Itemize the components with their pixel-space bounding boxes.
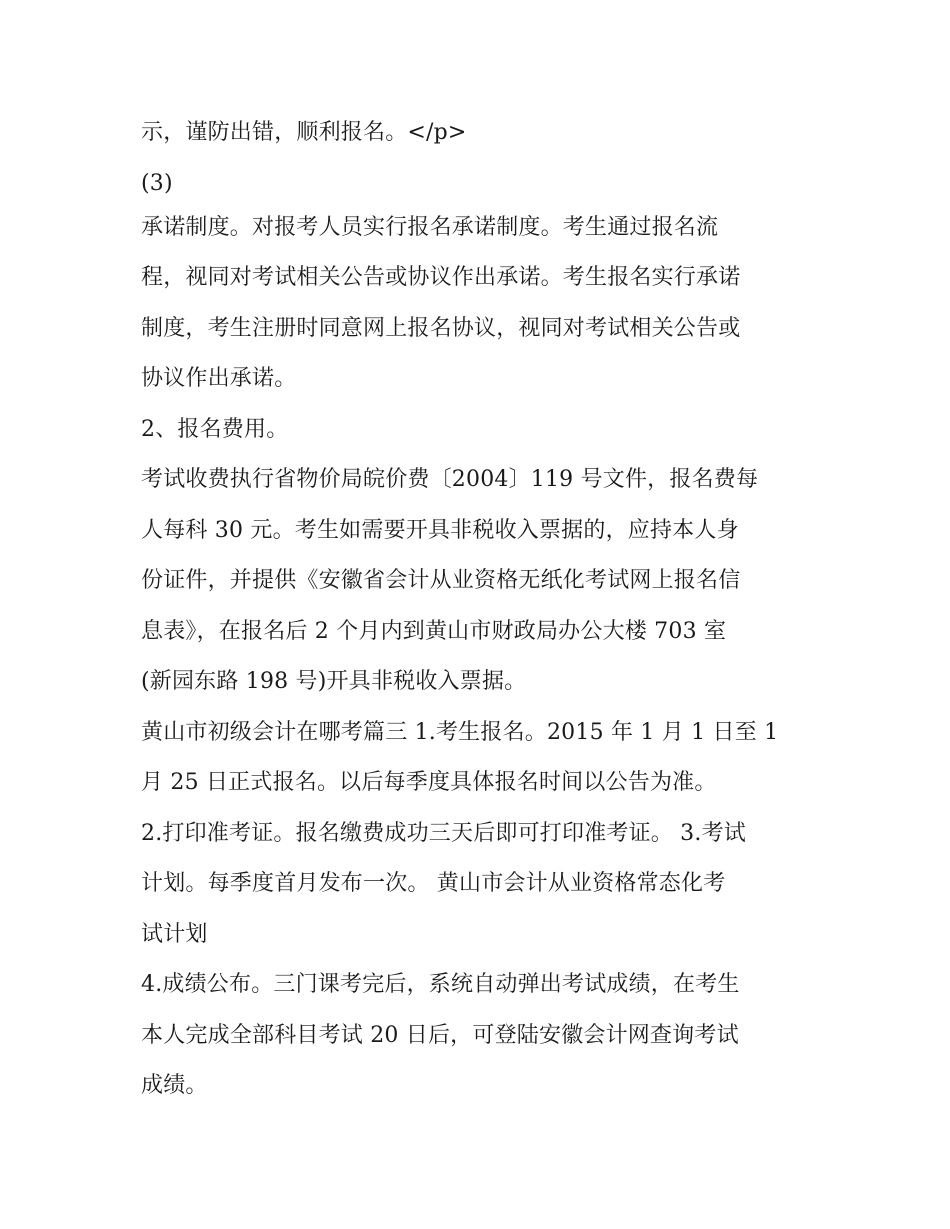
text-line: 本人完成全部科目考试 20 日后，可登陆安徽会计网查询考试	[141, 1022, 739, 1048]
text-line: 示，谨防出错，顺利报名。</p>	[141, 120, 467, 145]
text-line: 2.打印准考证。报名缴费成功三天后即可打印准考证。 3.考试	[141, 820, 746, 846]
text-line: 黄山市初级会计在哪考篇三 1.考生报名。2015 年 1 月 1 日至 1	[141, 719, 779, 745]
text-line: (新园东路 198 号)开具非税收入票据。	[141, 669, 527, 694]
text-line: 制度，考生注册时同意网上报名协议，视同对考试相关公告或	[141, 315, 741, 341]
document-body	[141, 108, 821, 1112]
text-line: 成绩。	[141, 1073, 208, 1098]
text-line: 份证件，并提供《安徽省会计从业资格无纸化考试网上报名信	[141, 568, 741, 593]
text-line: 4.成绩公布。三门课考完后，系统自动弹出考试成绩，在考生	[141, 972, 740, 997]
text-line: 程，视同对考试相关公告或协议作出承诺。考生报名实行承诺	[141, 265, 741, 290]
text-line: 计划。每季度首月发布一次。 黄山市会计从业资格常态化考	[141, 871, 726, 896]
text-line: 试计划	[141, 921, 208, 947]
text-line: (3)	[141, 170, 173, 196]
text-line: 考试收费执行省物价局皖价费〔2004〕119 号文件，报名费每	[141, 467, 759, 492]
text-line: 月 25 日正式报名。以后每季度具体报名时间以公告为准。	[141, 770, 717, 795]
text-line: 承诺制度。对报考人员实行报名承诺制度。考生通过报名流	[141, 214, 719, 240]
text-line: 协议作出承诺。	[141, 366, 297, 391]
text-line: 人每科 30 元。考生如需要开具非税收入票据的，应持本人身	[141, 517, 739, 543]
text-line: 息表》，在报名后 2 个月内到黄山市财政局办公大楼 703 室	[141, 618, 727, 644]
text-line: 2、报名费用。	[141, 416, 289, 442]
